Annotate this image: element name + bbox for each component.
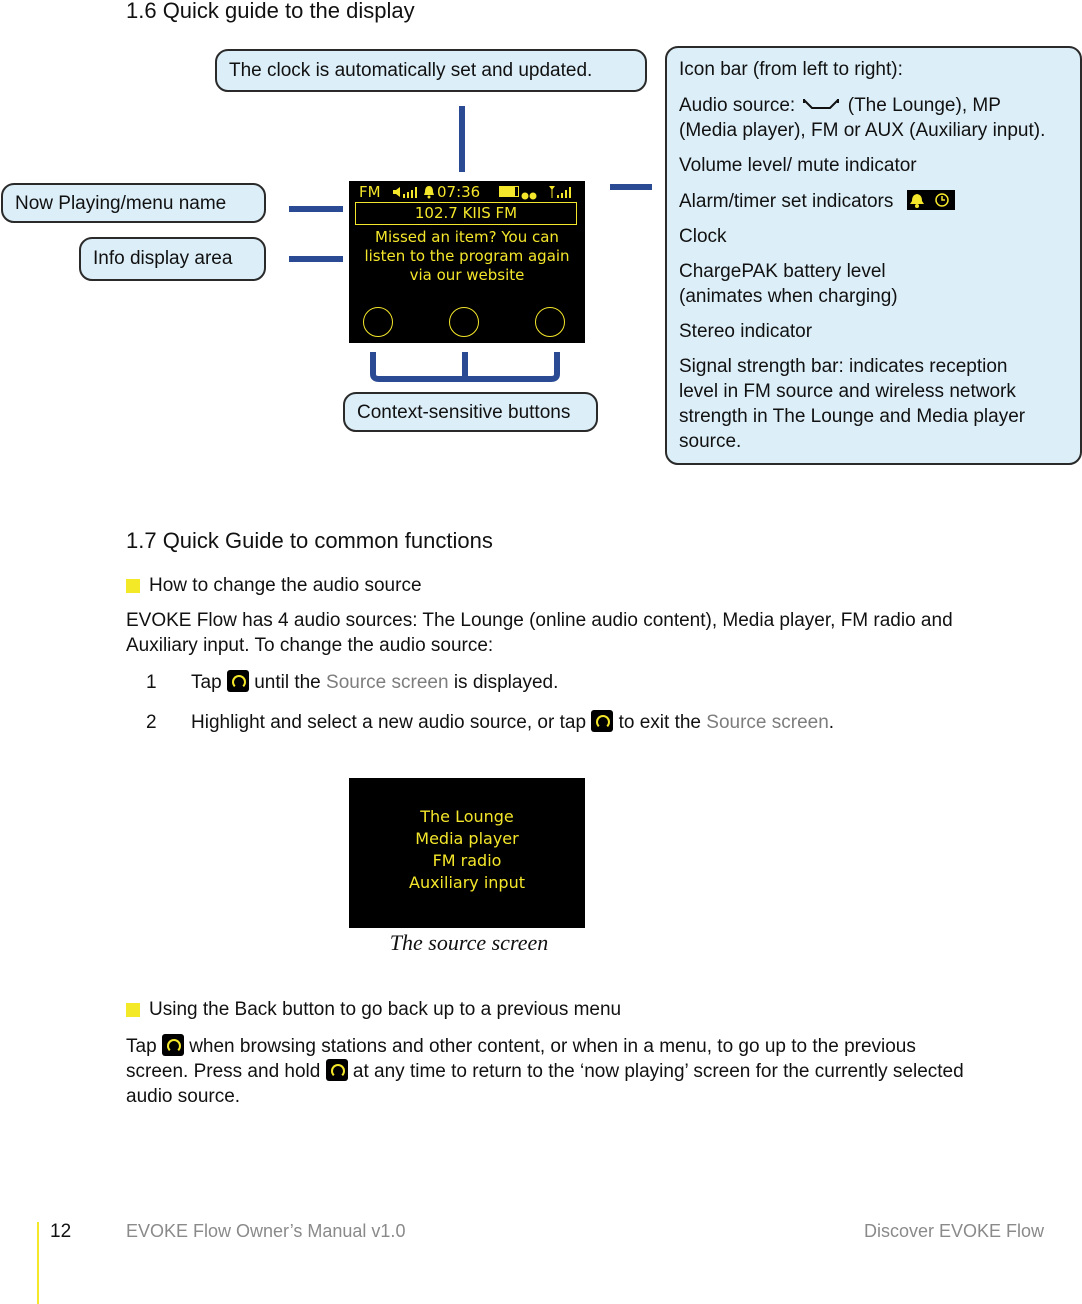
display-battery-icon — [499, 186, 519, 197]
display-station-name: 102.7 KIIS FM — [355, 202, 577, 225]
icon-bar-audio-line2: (Media player), FM or AUX (Auxiliary input). — [679, 120, 1046, 141]
back-button-icon — [227, 670, 249, 692]
source-screen-caption: The source screen — [389, 930, 549, 955]
footer-manual-title: EVOKE Flow Owner’s Manual v1.0 — [126, 1221, 406, 1241]
display-clock: 07:36 — [437, 183, 481, 201]
source-screen-display — [349, 778, 585, 928]
icon-bar-battery-2: (animates when charging) — [679, 286, 898, 307]
lounge-icon — [800, 95, 842, 113]
icon-bar-stereo: Stereo indicator — [679, 321, 813, 342]
source-list — [349, 806, 585, 894]
context-button-center[interactable] — [449, 307, 479, 337]
icon-bar-clock: Clock — [679, 226, 727, 247]
paragraph-audio-sources-2: Auxiliary input. To change the audio source: — [126, 635, 494, 656]
footer-accent-bar — [37, 1222, 39, 1304]
subheading-back-button: Using the Back button to go back up to a previous menu — [149, 999, 622, 1020]
connector-icon-bar — [610, 184, 652, 190]
icon-bar-battery-1: ChargePAK battery level — [679, 261, 886, 282]
connector-info-area — [289, 256, 343, 262]
icon-bar-signal-3: strength in The Lounge and Media player — [679, 406, 1026, 427]
paragraph-audio-sources-1: EVOKE Flow has 4 audio sources: The Lounge (online audio content), Media player, FM radio and — [126, 610, 953, 631]
footer-page-number: 12 — [50, 1221, 72, 1242]
context-button-right[interactable] — [535, 307, 565, 337]
subheading-bullet — [126, 1003, 140, 1017]
connector-context-bracket — [370, 352, 560, 384]
device-display — [349, 181, 585, 343]
display-info-text: Missed an item? You can listen to the program again via our website — [364, 228, 570, 284]
subheading-change-source: How to change the audio source — [149, 575, 422, 596]
icon-bar-signal-1: Signal strength bar: indicates reception — [679, 356, 1008, 377]
icon-bar-volume: Volume level/ mute indicator — [679, 155, 917, 176]
callout-clock: The clock is automatically set and updated. — [215, 49, 647, 92]
display-source-label: FM — [359, 183, 381, 201]
source-item-fm-radio[interactable]: FM radio — [432, 851, 502, 870]
back-button-icon — [591, 710, 613, 732]
connector-clock — [459, 106, 465, 172]
callout-info-area: Info display area — [79, 237, 266, 281]
back-button-icon — [162, 1034, 184, 1056]
subheading-bullet — [126, 579, 140, 593]
step-2-text: Highlight and select a new audio source, or tap to exit the Source screen. — [191, 712, 835, 733]
alarm-timer-icons — [907, 190, 955, 210]
source-item-media-player[interactable]: Media player — [415, 829, 519, 848]
back-button-icon — [326, 1059, 348, 1081]
display-volume-icon — [391, 184, 419, 204]
icon-bar-audio-line1: Audio source: (The Lounge), MP — [679, 95, 1001, 116]
step-1-number: 1 — [146, 672, 157, 693]
callout-icon-bar — [665, 46, 1082, 465]
display-alarm-icon — [423, 184, 435, 204]
icon-bar-title: Icon bar (from left to right): — [679, 59, 903, 80]
step-2-number: 2 — [146, 712, 157, 733]
footer-section-title: Discover EVOKE Flow — [863, 1221, 1044, 1241]
section-heading-common-functions: 1.7 Quick Guide to common functions — [126, 528, 493, 553]
step-1-text: Tap until the Source screen is displayed. — [191, 672, 559, 693]
connector-now-playing — [289, 206, 343, 212]
context-button-left[interactable] — [363, 307, 393, 337]
paragraph-back-3: audio source. — [126, 1086, 241, 1107]
paragraph-back-1: Tap when browsing stations and other content, or when in a menu, to go up to the previous — [126, 1036, 916, 1057]
callout-context-buttons: Context-sensitive buttons — [343, 392, 598, 432]
display-signal-icon — [547, 184, 575, 204]
section-heading-display-guide: 1.6 Quick guide to the display — [126, 0, 415, 23]
callout-now-playing: Now Playing/menu name — [1, 183, 266, 223]
icon-bar-signal-2: level in FM source and wireless network — [679, 381, 1016, 402]
source-item-lounge[interactable]: The Lounge — [420, 807, 514, 826]
icon-bar-signal-4: source. — [679, 431, 742, 452]
paragraph-back-2: screen. Press and hold at any time to return to the ‘now playing’ screen for the currently selected — [126, 1061, 964, 1082]
icon-bar-alarm: Alarm/timer set indicators — [679, 189, 1070, 214]
source-item-auxiliary[interactable]: Auxiliary input — [409, 873, 525, 892]
